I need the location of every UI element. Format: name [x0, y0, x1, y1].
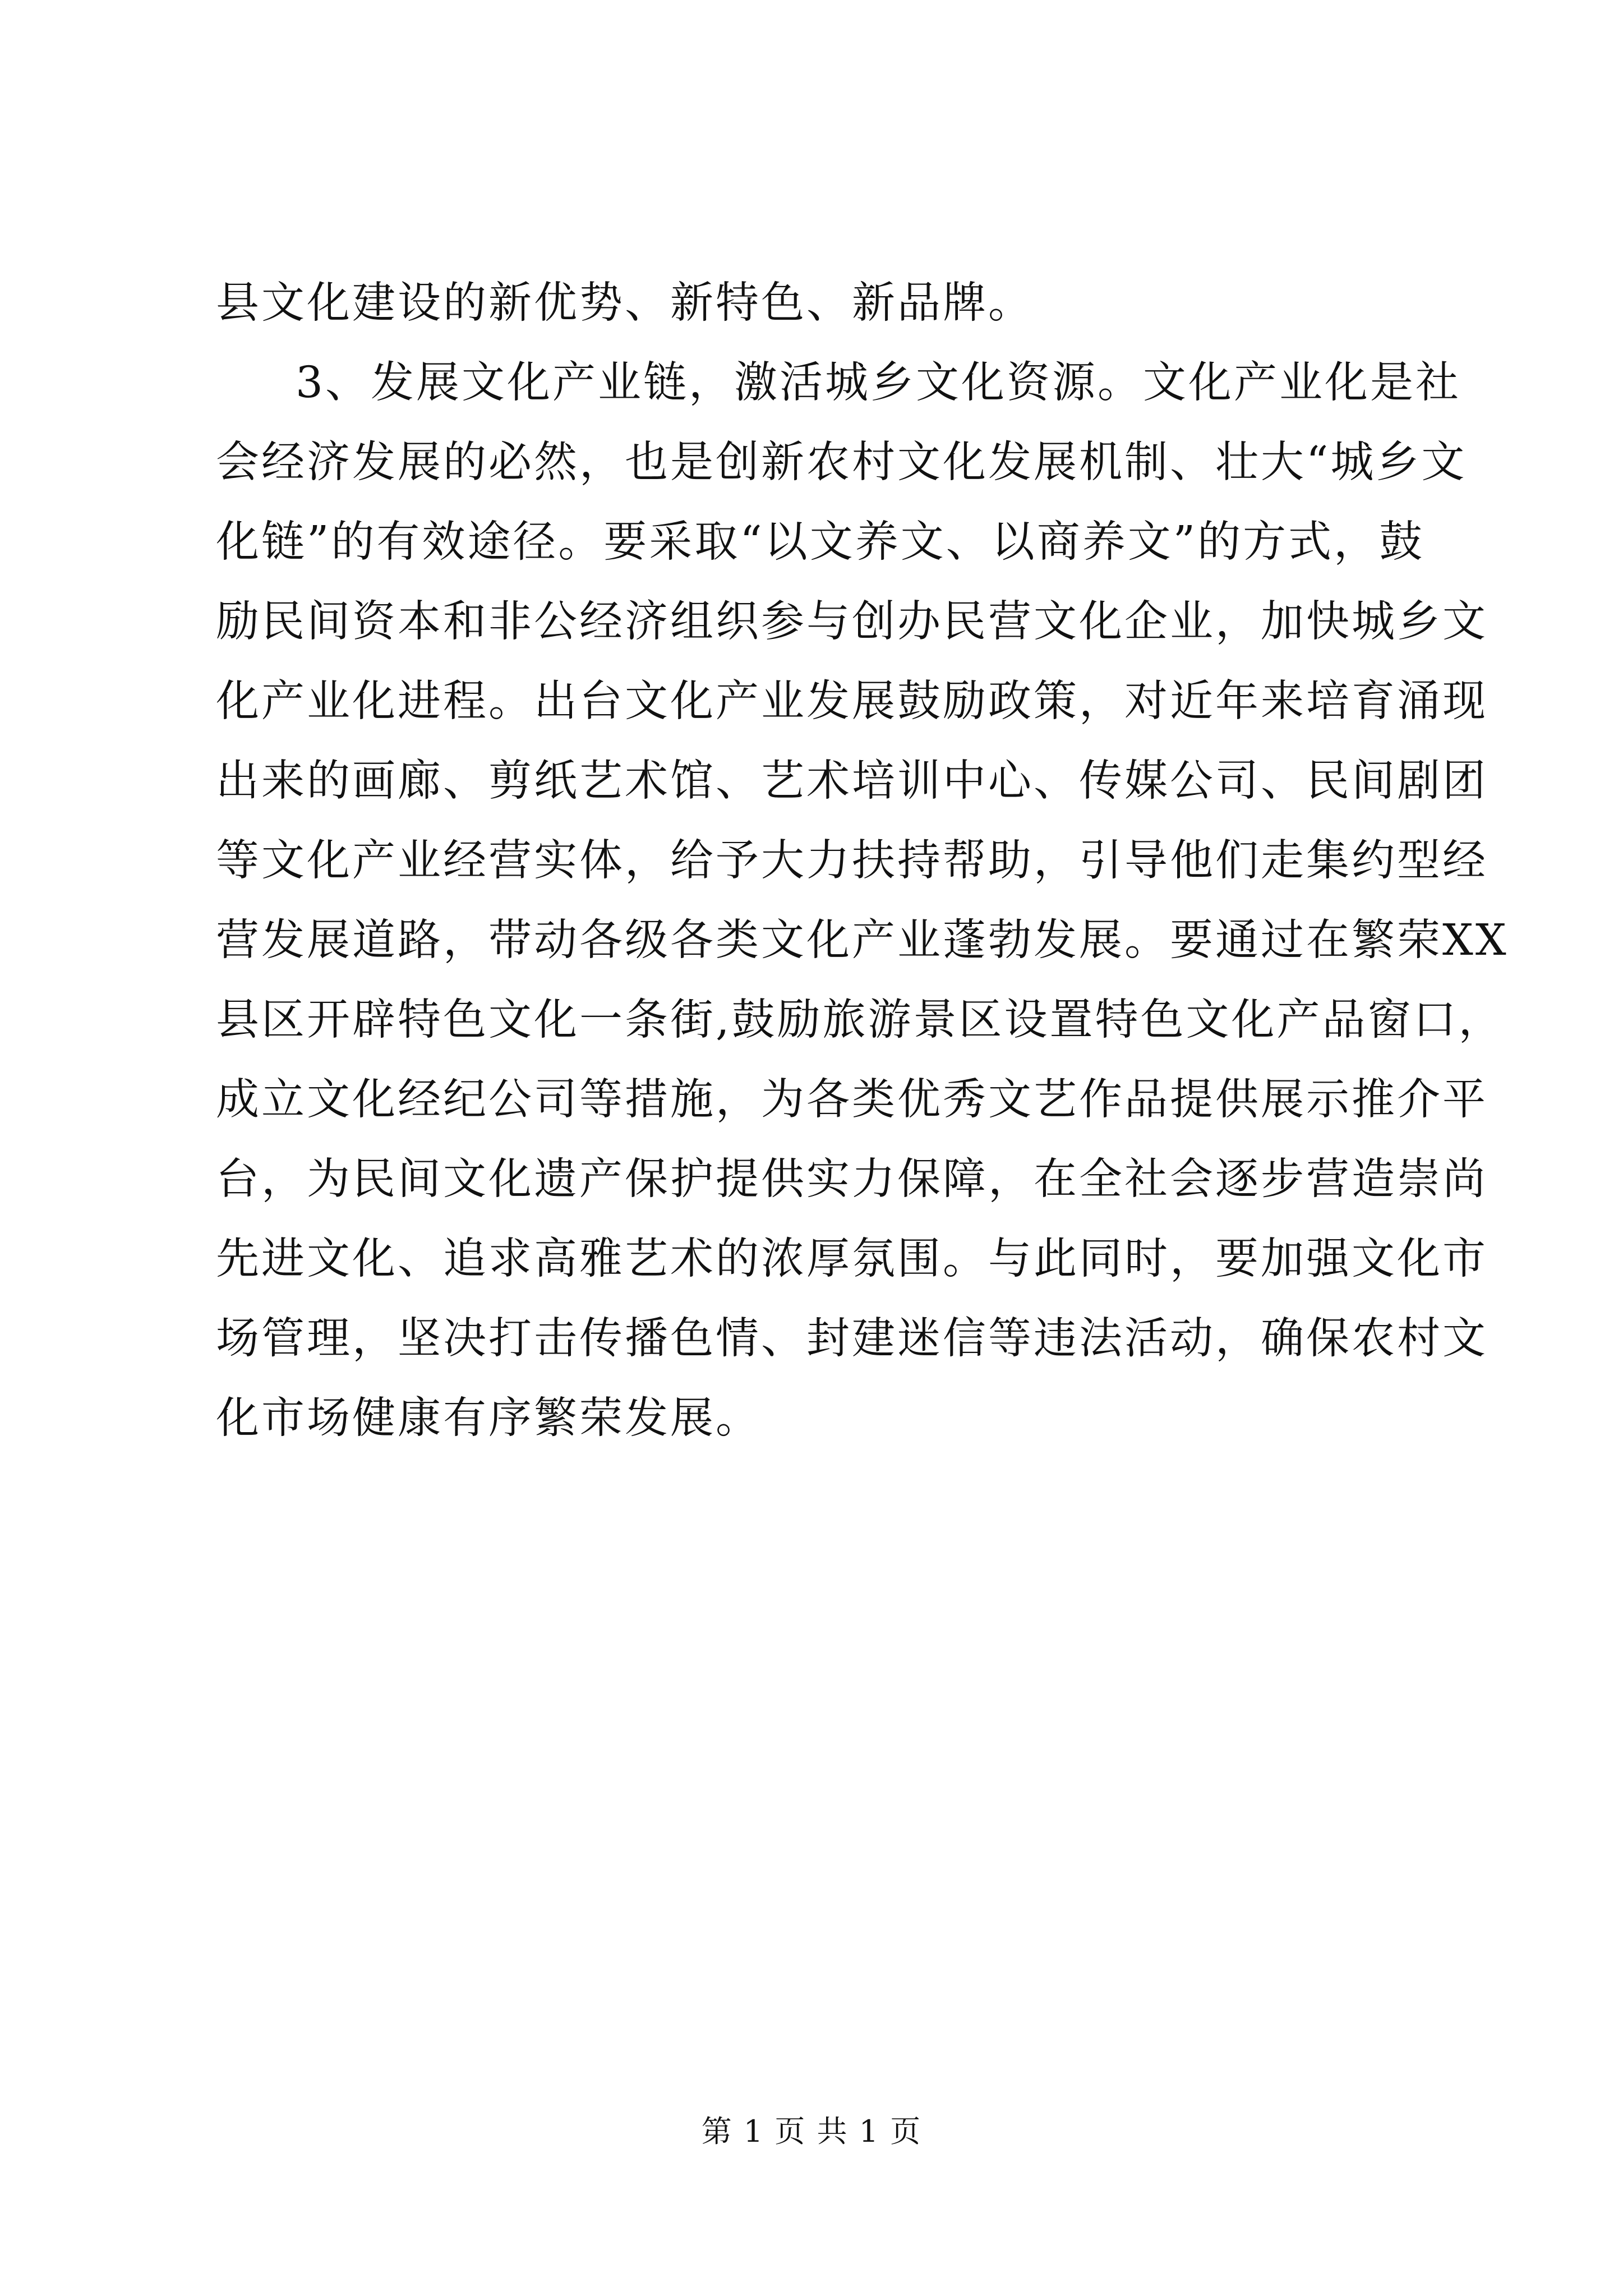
text-line: 等文化产业经营实体，给予大力扶持帮助，引导他们走集约型经 — [216, 836, 1488, 886]
text-line: 化产业化进程。出台文化产业发展鼓励政策，对近年来培育涌现 — [216, 677, 1488, 726]
text-line: 化市场健康有序繁荣发展。 — [216, 1393, 761, 1443]
text-line: 县区开辟特色文化一条街,鼓励旅游景区设置特色文化产品窗口， — [216, 995, 1504, 1045]
paragraph-first-line: 3、发展文化产业链，激活城乡文化资源。文化产业化是社 — [296, 358, 1461, 408]
text-line: 励民间资本和非公经济组织参与创办民营文化企业，加快城乡文 — [216, 597, 1488, 647]
text-line: 会经济发展的必然，也是创新农村文化发展机制、壮大“城乡文 — [216, 438, 1467, 487]
text-line: 出来的画廊、剪纸艺术馆、艺术培训中心、传媒公司、民间剧团 — [216, 756, 1488, 806]
page-footer: 第 1 页 共 1 页 — [701, 2114, 922, 2149]
body-text — [216, 264, 1509, 1458]
text-line: 场管理，坚决打击传播色情、封建迷信等违法活动，确保农村文 — [216, 1314, 1488, 1364]
text-line: 县文化建设的新优势、新特色、新品牌。 — [216, 278, 1034, 328]
text-line: 化链”的有效途径。要采取“以文养文、以商养文”的方式，鼓 — [216, 517, 1425, 567]
text-line: 台，为民间文化遗产保护提供实力保障，在全社会逐步营造崇尚 — [216, 1154, 1488, 1204]
text-line: 营发展道路，带动各级各类文化产业蓬勃发展。要通过在繁荣XX — [216, 915, 1509, 965]
text-line: 成立文化经纪公司等措施，为各类优秀文艺作品提供展示推介平 — [216, 1075, 1488, 1125]
text-line: 先进文化、追求高雅艺术的浓厚氛围。与此同时，要加强文化市 — [216, 1234, 1488, 1284]
